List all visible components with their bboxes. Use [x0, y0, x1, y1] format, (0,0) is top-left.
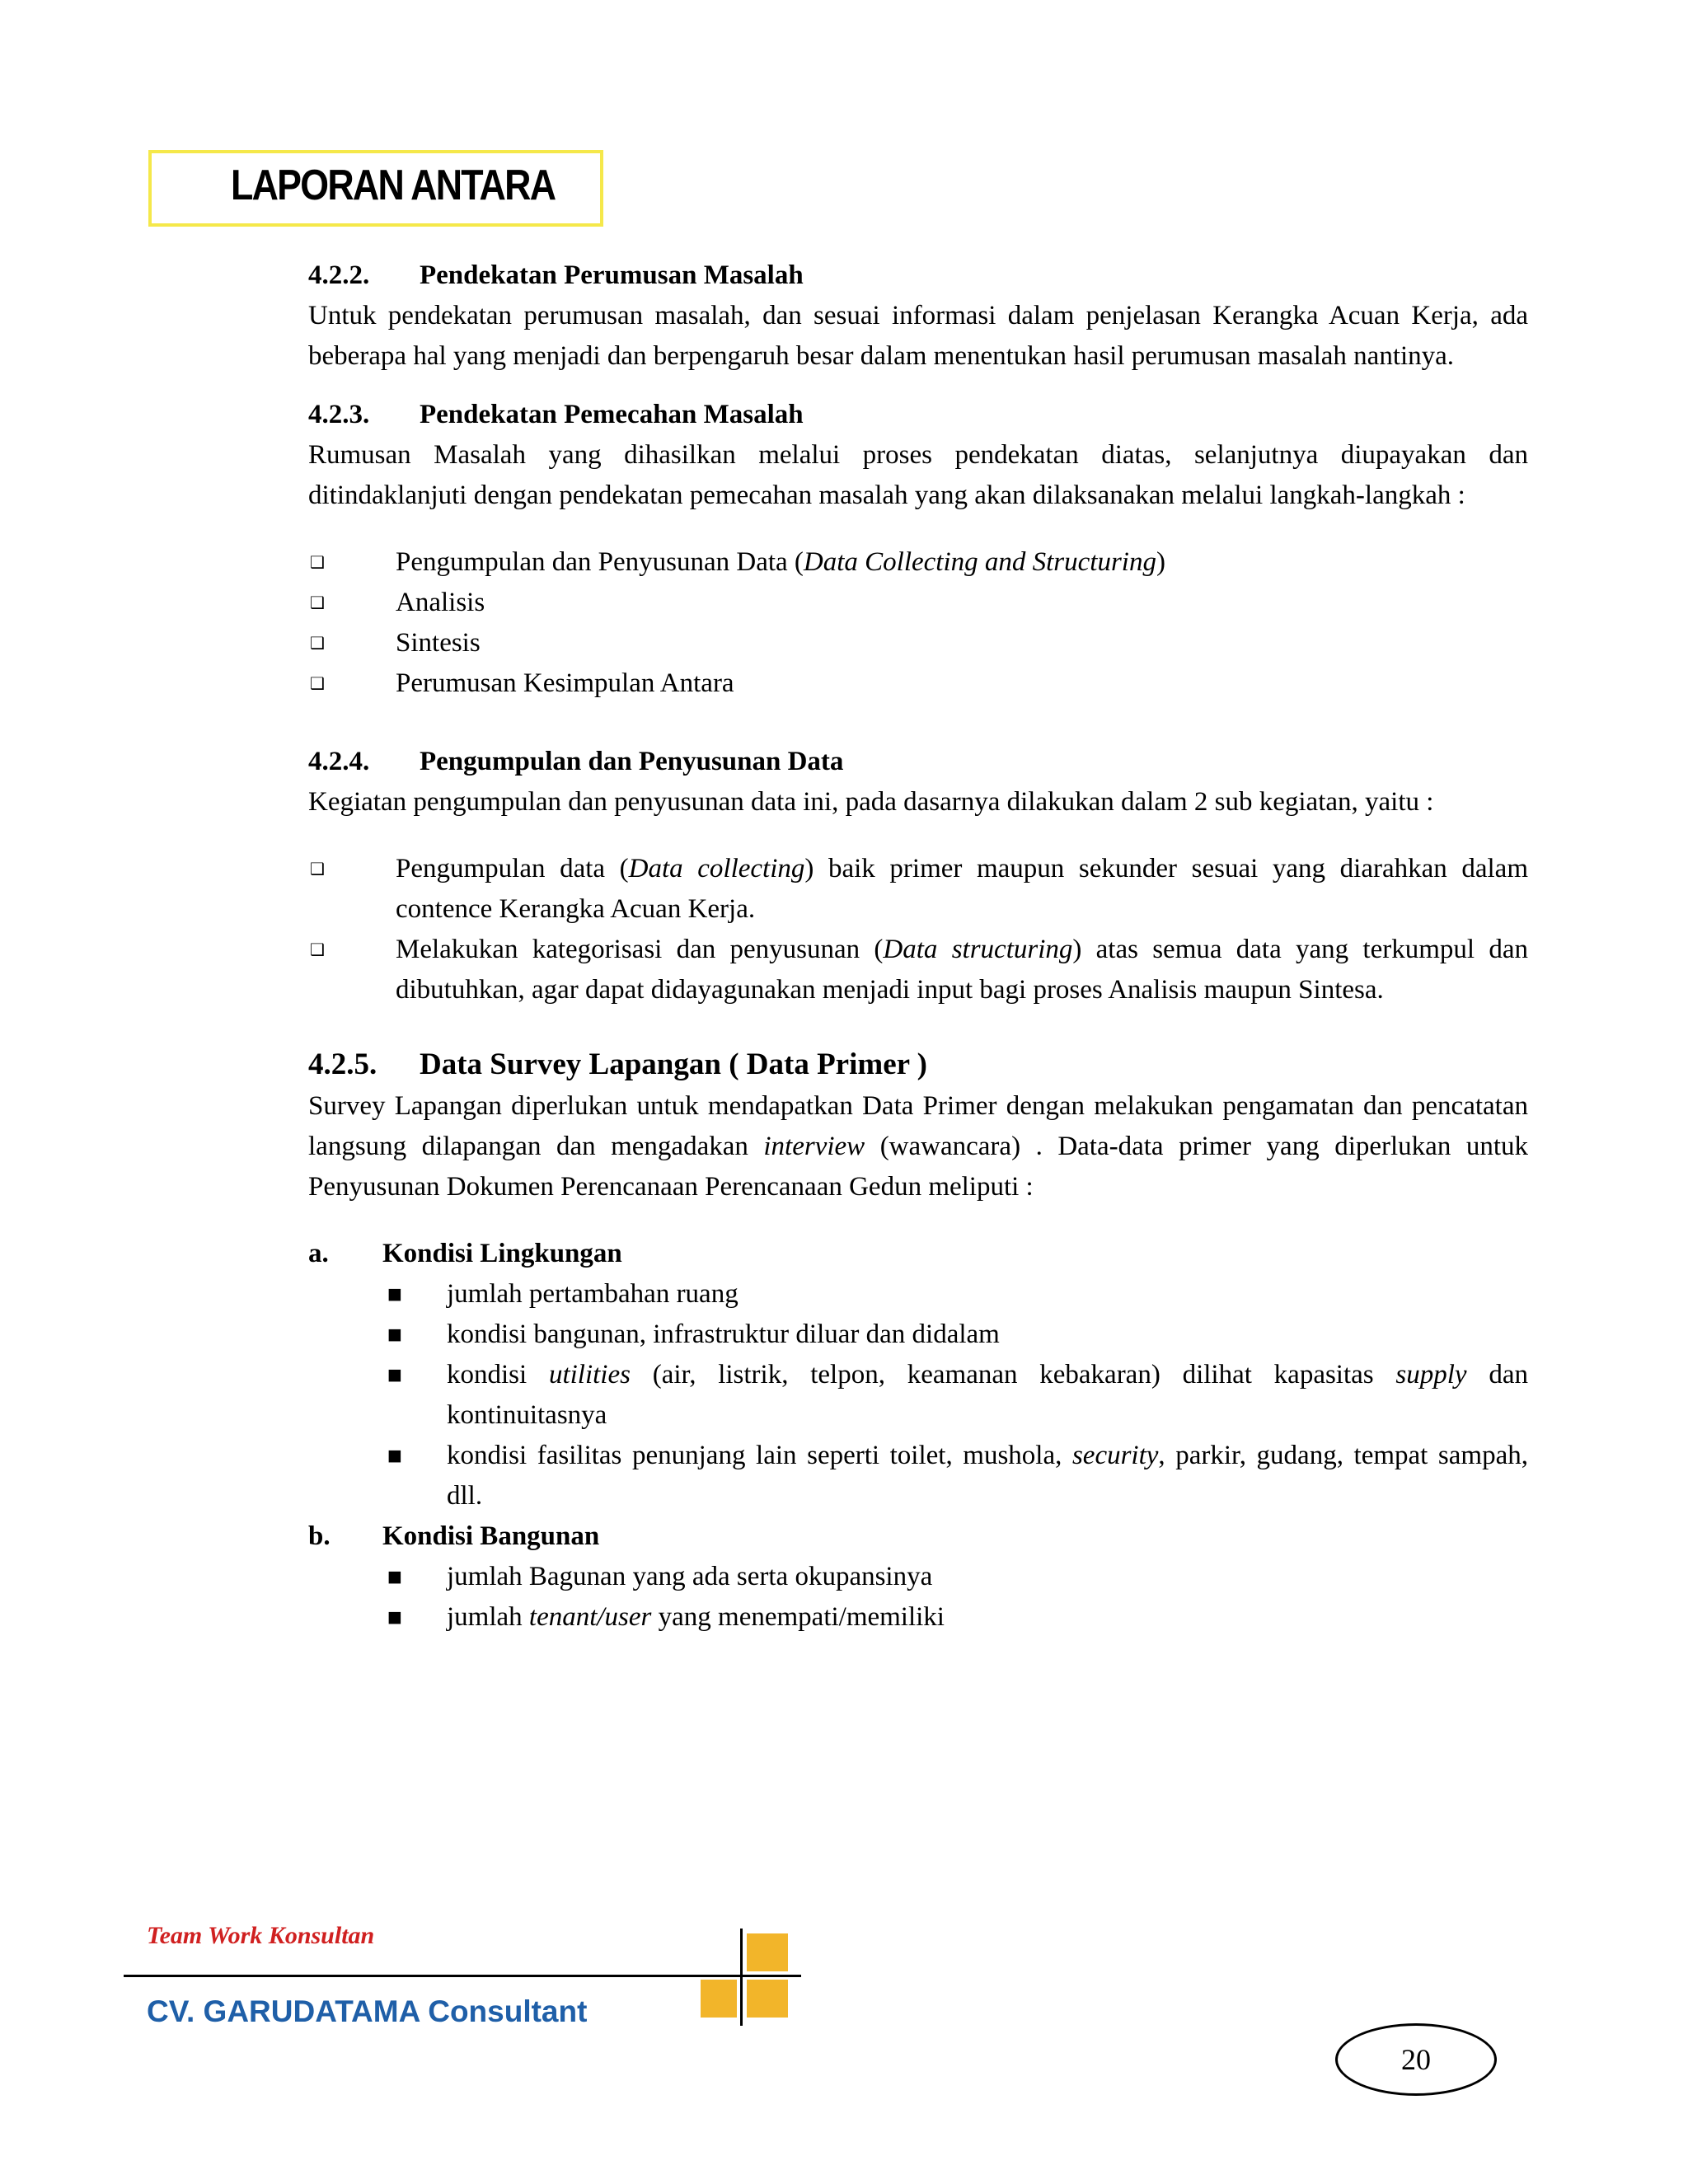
list-text-italic: supply — [1395, 1360, 1467, 1390]
square-bullet-list — [308, 1274, 1528, 1516]
paragraph — [308, 1086, 1528, 1207]
list-text: Pengumpulan data ( — [396, 854, 629, 883]
square-bullet-icon: ■ — [387, 1366, 402, 1384]
checkbox-bullet-icon: ❑ — [310, 552, 325, 572]
list-text-italic: Data structuring — [883, 935, 1073, 964]
square-bullet-icon: ■ — [387, 1568, 402, 1586]
square-bullet-icon: ■ — [387, 1285, 402, 1303]
section-title: Pengumpulan dan Penyusunan Data — [420, 747, 844, 776]
list-item — [308, 583, 1528, 623]
list-text-italic: utilities — [548, 1360, 631, 1390]
list-text: ) — [1156, 547, 1165, 577]
para-text: (wawancara) . Data-data primer yang diperlukan untuk Penyusunan Dokumen Perencanaan Perencanaan Gedun meliputi : — [308, 1132, 1528, 1202]
list-text: jumlah — [447, 1602, 529, 1632]
list-item — [382, 1436, 1528, 1516]
list-text: Melakukan kategorisasi dan penyusunan ( — [396, 935, 884, 964]
section-heading-4-2-2 — [308, 255, 1528, 296]
checkbox-bullet-icon: ❑ — [310, 859, 325, 879]
checkbox-list — [308, 542, 1528, 704]
section-title: Pendekatan Perumusan Masalah — [420, 260, 804, 290]
list-item — [308, 930, 1528, 1010]
para-text: Survey Lapangan diperlukan untuk mendapatkan Data Primer dengan melakukan pengamatan dan pencatatan langsung dilapangan dan mengadakan — [308, 1091, 1528, 1161]
section-number: 4.2.3. — [308, 400, 370, 429]
footer-logo-square — [701, 1980, 737, 2018]
list-text: jumlah Bagunan yang ada serta okupansinya — [447, 1562, 933, 1591]
square-bullet-list — [308, 1557, 1528, 1638]
paragraph: Untuk pendekatan perumusan masalah, dan sesuai informasi dalam penjelasan Kerangka Acuan Kerja, ada beberapa hal yang menjadi dan berpengaruh besar dalam menentukan hasil perumusan masalah nantinya. — [308, 301, 1528, 371]
list-item — [308, 663, 1528, 704]
subsection-b-heading — [308, 1516, 1528, 1557]
page-number: 20 — [1401, 2043, 1431, 2076]
list-text: jumlah pertambahan ruang — [447, 1279, 738, 1309]
list-item — [308, 542, 1528, 583]
section-heading-4-2-4 — [308, 742, 1528, 782]
list-item — [308, 623, 1528, 663]
list-text: ) atas semua data yang terkumpul dan dibutuhkan, agar dapat didayagunakan menjadi input bagi proses Analisis maupun Sintesa. — [396, 935, 1528, 1005]
list-text: kondisi — [447, 1360, 549, 1390]
list-text-italic: tenant/user — [528, 1602, 652, 1632]
list-text-italic: security — [1071, 1441, 1159, 1470]
checkbox-bullet-icon: ❑ — [310, 673, 325, 693]
list-text-italic: Data Collecting and Structuring — [803, 547, 1156, 577]
page-number-oval — [1335, 2023, 1497, 2096]
list-text: Pengumpulan dan Penyusunan Data ( — [396, 547, 804, 577]
square-bullet-icon: ■ — [387, 1608, 402, 1626]
para-text-italic: interview — [763, 1132, 865, 1161]
page-header-title: LAPORAN ANTARA — [231, 162, 556, 209]
list-text: yang menempati/memiliki — [651, 1602, 945, 1632]
subsection-letter: b. — [308, 1521, 331, 1551]
footer-logo-square — [747, 1980, 788, 2018]
list-item — [382, 1274, 1528, 1315]
section-number: 4.2.2. — [308, 260, 370, 290]
list-item — [382, 1597, 1528, 1638]
list-text: kondisi bangunan, infrastruktur diluar dan didalam — [447, 1319, 1000, 1349]
list-item — [382, 1355, 1528, 1436]
footer-team-label: Team Work Konsultan — [147, 1922, 375, 1949]
square-bullet-icon: ■ — [387, 1446, 402, 1465]
checkbox-list — [308, 849, 1528, 1010]
section-heading-4-2-5 — [308, 1043, 1528, 1086]
list-text: (air, listrik, telpon, keamanan kebakaran) dilihat kapasitas — [630, 1360, 1396, 1390]
list-text: Analisis — [396, 588, 485, 617]
square-bullet-icon: ■ — [387, 1325, 402, 1343]
list-text: Perumusan Kesimpulan Antara — [396, 668, 734, 698]
footer-logo-square — [747, 1933, 788, 1971]
subsection-a-heading — [308, 1234, 1528, 1274]
paragraph: Rumusan Masalah yang dihasilkan melalui proses pendekatan diatas, selanjutnya diupayakan dan ditindaklanjuti dengan pendekatan pemecahan masalah yang akan dilaksanakan melalui langkah-langkah : — [308, 440, 1528, 510]
list-text: ) baik primer maupun sekunder sesuai yang diarahkan dalam contence Kerangka Acuan Kerja. — [396, 854, 1528, 924]
list-text: kondisi fasilitas penunjang lain seperti toilet, mushola, — [447, 1441, 1072, 1470]
subsection-letter: a. — [308, 1239, 329, 1268]
checkbox-bullet-icon: ❑ — [310, 593, 325, 612]
paragraph: Kegiatan pengumpulan dan penyusunan data ini, pada dasarnya dilakukan dalam 2 sub kegiatan, yaitu : — [308, 787, 1434, 817]
list-text: Sintesis — [396, 628, 481, 658]
section-title: Pendekatan Pemecahan Masalah — [420, 400, 804, 429]
list-item — [382, 1315, 1528, 1355]
section-title: Data Survey Lapangan ( Data Primer ) — [420, 1047, 927, 1081]
document-body — [308, 255, 1528, 1638]
subsection-title: Kondisi Lingkungan — [382, 1239, 622, 1268]
list-item — [382, 1557, 1528, 1597]
section-heading-4-2-3 — [308, 395, 1528, 435]
section-number: 4.2.5. — [308, 1047, 377, 1081]
section-number: 4.2.4. — [308, 747, 370, 776]
list-item — [308, 849, 1528, 930]
list-text: , parkir, gudang, tempat sampah, dll. — [447, 1441, 1528, 1511]
list-text-italic: Data collecting — [628, 854, 805, 883]
subsection-title: Kondisi Bangunan — [382, 1521, 600, 1551]
list-text: dan kontinuitasnya — [447, 1360, 1528, 1430]
checkbox-bullet-icon: ❑ — [310, 633, 325, 653]
checkbox-bullet-icon: ❑ — [310, 940, 325, 959]
footer-logo-vertical-line — [740, 1929, 743, 2026]
footer-company-name: CV. GARUDATAMA Consultant — [147, 1994, 588, 2028]
footer-divider — [124, 1975, 801, 1977]
